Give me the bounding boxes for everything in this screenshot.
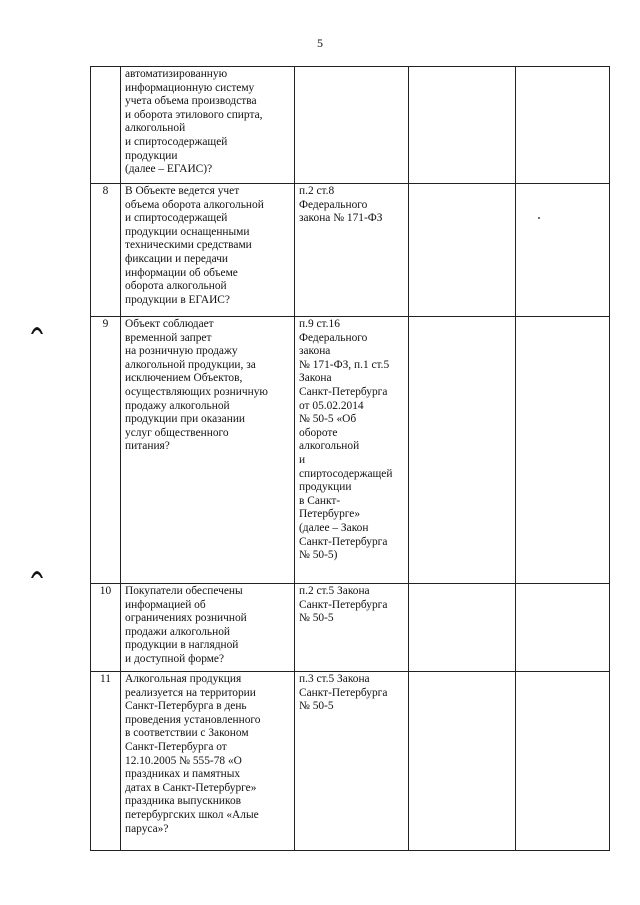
question-cell: Алкогольная продукция реализуется на территории Санкт-Петербурга в день проведения установленного в соответствии с Законом Санкт-Петербурга от 12.10.2005 № 555-78 «О праздниках и памятных датах в Санкт-Петербурге» праздника выпускников петербургских школ «Алые паруса»? [121,672,295,851]
requirement-cell: п.9 ст.16 Федерального закона № 171-ФЗ, п.1 ст.5 Закона Санкт-Петербурга от 05.02.2014 № 50-5 «Об обороте алкогольной и спиртосодержащей продукции в Санкт- Петербурге» (далее – Закон Санкт-Петербурга № 50-5) [295,317,409,584]
row-number: 8 [91,184,121,317]
binder-hole-mark-bottom [30,566,44,580]
answer-cell [409,184,516,317]
row-number: 9 [91,317,121,584]
page-number: 5 [317,36,323,50]
row-number [91,67,121,184]
note-cell [516,672,610,851]
requirement-cell [295,67,409,184]
binder-hole-mark-top [30,322,44,336]
requirement-cell: п.2 ст.5 Закона Санкт-Петербурга № 50-5 [295,584,409,672]
note-cell [516,184,610,317]
requirement-cell: п.2 ст.8 Федерального закона № 171-ФЗ [295,184,409,317]
note-cell [516,584,610,672]
note-cell [516,67,610,184]
table-row [91,317,610,584]
row-number: 11 [91,672,121,851]
question-cell: Покупатели обеспечены информацией об ограничениях розничной продажи алкогольной продукции в наглядной и доступной форме? [121,584,295,672]
answer-cell [409,317,516,584]
question-cell: В Объекте ведется учет объема оборота алкогольной и спиртосодержащей продукции оснащенными техническими средствами фиксации и передачи информации об объеме оборота алкогольной продукции в ЕГАИС? [121,184,295,317]
question-cell: Объект соблюдает временной запрет на розничную продажу алкогольной продукции, за исключением Объектов, осуществляющих розничную продажу алкогольной продукции при оказании услуг общественного питания? [121,317,295,584]
note-cell [516,317,610,584]
table-row [91,67,610,184]
answer-cell [409,672,516,851]
checklist-table [90,66,610,851]
table-row [91,184,610,317]
answer-cell [409,584,516,672]
requirement-cell: п.3 ст.5 Закона Санкт-Петербурга № 50-5 [295,672,409,851]
row-number: 10 [91,584,121,672]
table-row [91,584,610,672]
table-row [91,672,610,851]
question-cell: автоматизированную информационную систему учета объема производства и оборота этилового спирта, алкогольной и спиртосодержащей продукции (далее – ЕГАИС)? [121,67,295,184]
answer-cell [409,67,516,184]
